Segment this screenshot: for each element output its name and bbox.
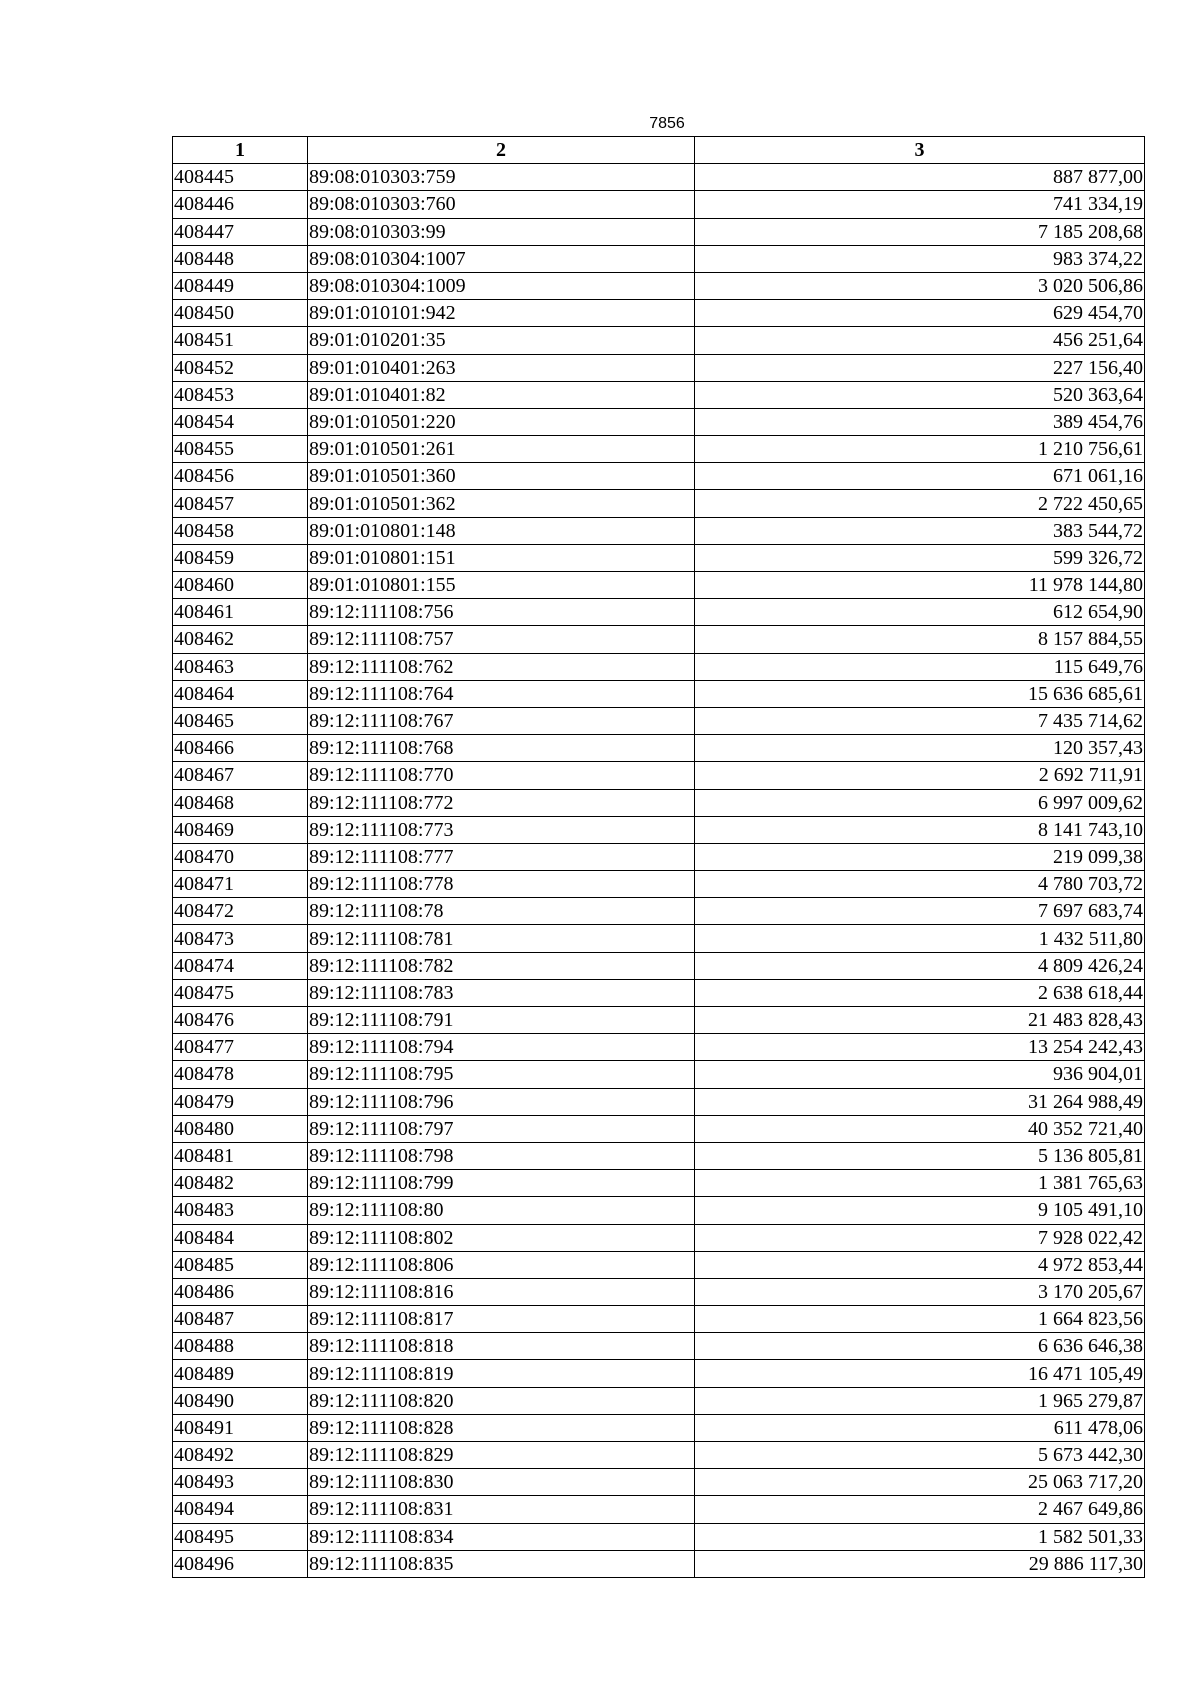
table-row bbox=[173, 218, 1145, 245]
cadastral-number-cell: 89:12:111108:816 bbox=[308, 1278, 695, 1305]
table-row bbox=[173, 490, 1145, 517]
cadastral-number-cell: 89:12:111108:757 bbox=[308, 626, 695, 653]
cadastral-number-cell: 89:12:111108:78 bbox=[308, 898, 695, 925]
cadastral-number-cell: 89:12:111108:762 bbox=[308, 653, 695, 680]
table-row bbox=[173, 517, 1145, 544]
row-number-cell: 408475 bbox=[173, 979, 308, 1006]
cadastral-number-cell: 89:12:111108:773 bbox=[308, 816, 695, 843]
table-row bbox=[173, 300, 1145, 327]
value-cell: 3 020 506,86 bbox=[695, 272, 1145, 299]
cadastral-number-cell: 89:12:111108:806 bbox=[308, 1251, 695, 1278]
value-cell: 40 352 721,40 bbox=[695, 1115, 1145, 1142]
value-cell: 15 636 685,61 bbox=[695, 680, 1145, 707]
value-cell: 887 877,00 bbox=[695, 164, 1145, 191]
cadastral-number-cell: 89:12:111108:817 bbox=[308, 1306, 695, 1333]
value-cell: 16 471 105,49 bbox=[695, 1360, 1145, 1387]
table-row bbox=[173, 1414, 1145, 1441]
cadastral-number-cell: 89:01:010501:220 bbox=[308, 408, 695, 435]
value-cell: 120 357,43 bbox=[695, 735, 1145, 762]
table-row bbox=[173, 1197, 1145, 1224]
table-row bbox=[173, 789, 1145, 816]
table-row bbox=[173, 381, 1145, 408]
table-row bbox=[173, 707, 1145, 734]
row-number-cell: 408491 bbox=[173, 1414, 308, 1441]
row-number-cell: 408494 bbox=[173, 1496, 308, 1523]
cadastral-number-cell: 89:12:111108:80 bbox=[308, 1197, 695, 1224]
row-number-cell: 408455 bbox=[173, 436, 308, 463]
row-number-cell: 408469 bbox=[173, 816, 308, 843]
value-cell: 1 381 765,63 bbox=[695, 1170, 1145, 1197]
cadastral-number-cell: 89:01:010101:942 bbox=[308, 300, 695, 327]
value-cell: 6 636 646,38 bbox=[695, 1333, 1145, 1360]
table-row bbox=[173, 1496, 1145, 1523]
value-cell: 983 374,22 bbox=[695, 245, 1145, 272]
table-row bbox=[173, 1278, 1145, 1305]
table-body bbox=[173, 164, 1145, 1578]
cadastral-number-cell: 89:12:111108:796 bbox=[308, 1088, 695, 1115]
table-row bbox=[173, 1007, 1145, 1034]
row-number-cell: 408449 bbox=[173, 272, 308, 299]
value-cell: 115 649,76 bbox=[695, 653, 1145, 680]
row-number-cell: 408454 bbox=[173, 408, 308, 435]
value-cell: 2 722 450,65 bbox=[695, 490, 1145, 517]
table-row bbox=[173, 272, 1145, 299]
cadastral-number-cell: 89:01:010801:148 bbox=[308, 517, 695, 544]
value-cell: 383 544,72 bbox=[695, 517, 1145, 544]
value-cell: 227 156,40 bbox=[695, 354, 1145, 381]
row-number-cell: 408480 bbox=[173, 1115, 308, 1142]
row-number-cell: 408467 bbox=[173, 762, 308, 789]
value-cell: 520 363,64 bbox=[695, 381, 1145, 408]
row-number-cell: 408464 bbox=[173, 680, 308, 707]
table-row bbox=[173, 463, 1145, 490]
table-row bbox=[173, 1469, 1145, 1496]
column-header-3: 3 bbox=[695, 137, 1145, 164]
cadastral-number-cell: 89:12:111108:782 bbox=[308, 952, 695, 979]
value-cell: 5 136 805,81 bbox=[695, 1142, 1145, 1169]
value-cell: 2 638 618,44 bbox=[695, 979, 1145, 1006]
table-row bbox=[173, 680, 1145, 707]
value-cell: 741 334,19 bbox=[695, 191, 1145, 218]
value-cell: 29 886 117,30 bbox=[695, 1550, 1145, 1577]
table-row bbox=[173, 599, 1145, 626]
value-cell: 31 264 988,49 bbox=[695, 1088, 1145, 1115]
cadastral-number-cell: 89:12:111108:802 bbox=[308, 1224, 695, 1251]
value-cell: 1 582 501,33 bbox=[695, 1523, 1145, 1550]
table-row bbox=[173, 626, 1145, 653]
value-cell: 1 432 511,80 bbox=[695, 925, 1145, 952]
value-cell: 5 673 442,30 bbox=[695, 1442, 1145, 1469]
table-row bbox=[173, 1061, 1145, 1088]
cadastral-number-cell: 89:12:111108:778 bbox=[308, 871, 695, 898]
cadastral-number-cell: 89:12:111108:767 bbox=[308, 707, 695, 734]
cadastral-number-cell: 89:12:111108:772 bbox=[308, 789, 695, 816]
row-number-cell: 408492 bbox=[173, 1442, 308, 1469]
table-row bbox=[173, 1142, 1145, 1169]
value-cell: 599 326,72 bbox=[695, 544, 1145, 571]
value-cell: 3 170 205,67 bbox=[695, 1278, 1145, 1305]
row-number-cell: 408471 bbox=[173, 871, 308, 898]
cadastral-number-cell: 89:12:111108:830 bbox=[308, 1469, 695, 1496]
cadastral-number-cell: 89:08:010303:760 bbox=[308, 191, 695, 218]
cadastral-number-cell: 89:12:111108:795 bbox=[308, 1061, 695, 1088]
cadastral-number-cell: 89:08:010304:1009 bbox=[308, 272, 695, 299]
row-number-cell: 408470 bbox=[173, 843, 308, 870]
table-row bbox=[173, 735, 1145, 762]
row-number-cell: 408481 bbox=[173, 1142, 308, 1169]
table-row bbox=[173, 898, 1145, 925]
row-number-cell: 408459 bbox=[173, 544, 308, 571]
table-row bbox=[173, 1387, 1145, 1414]
row-number-cell: 408486 bbox=[173, 1278, 308, 1305]
value-cell: 611 478,06 bbox=[695, 1414, 1145, 1441]
table-row bbox=[173, 327, 1145, 354]
table-row bbox=[173, 1251, 1145, 1278]
table-row bbox=[173, 1523, 1145, 1550]
value-cell: 11 978 144,80 bbox=[695, 572, 1145, 599]
row-number-cell: 408453 bbox=[173, 381, 308, 408]
row-number-cell: 408447 bbox=[173, 218, 308, 245]
cadastral-number-cell: 89:08:010303:759 bbox=[308, 164, 695, 191]
value-cell: 7 697 683,74 bbox=[695, 898, 1145, 925]
cadastral-number-cell: 89:12:111108:819 bbox=[308, 1360, 695, 1387]
cadastral-number-cell: 89:12:111108:770 bbox=[308, 762, 695, 789]
row-number-cell: 408465 bbox=[173, 707, 308, 734]
row-number-cell: 408460 bbox=[173, 572, 308, 599]
row-number-cell: 408472 bbox=[173, 898, 308, 925]
row-number-cell: 408482 bbox=[173, 1170, 308, 1197]
row-number-cell: 408450 bbox=[173, 300, 308, 327]
row-number-cell: 408451 bbox=[173, 327, 308, 354]
row-number-cell: 408488 bbox=[173, 1333, 308, 1360]
cadastral-number-cell: 89:12:111108:829 bbox=[308, 1442, 695, 1469]
row-number-cell: 408495 bbox=[173, 1523, 308, 1550]
table-row bbox=[173, 544, 1145, 571]
table-row bbox=[173, 925, 1145, 952]
table-row bbox=[173, 871, 1145, 898]
value-cell: 8 157 884,55 bbox=[695, 626, 1145, 653]
row-number-cell: 408473 bbox=[173, 925, 308, 952]
cadastral-number-cell: 89:12:111108:820 bbox=[308, 1387, 695, 1414]
cadastral-number-cell: 89:08:010303:99 bbox=[308, 218, 695, 245]
table-row bbox=[173, 1333, 1145, 1360]
page-number: 7856 bbox=[649, 115, 685, 132]
table-header bbox=[173, 137, 1145, 164]
cadastral-number-cell: 89:01:010801:155 bbox=[308, 572, 695, 599]
value-cell: 1 664 823,56 bbox=[695, 1306, 1145, 1333]
value-cell: 13 254 242,43 bbox=[695, 1034, 1145, 1061]
cadastral-number-cell: 89:01:010501:261 bbox=[308, 436, 695, 463]
value-cell: 1 210 756,61 bbox=[695, 436, 1145, 463]
table-row bbox=[173, 1442, 1145, 1469]
value-cell: 389 454,76 bbox=[695, 408, 1145, 435]
table-row bbox=[173, 164, 1145, 191]
table-row bbox=[173, 1170, 1145, 1197]
table-row bbox=[173, 1306, 1145, 1333]
cadastral-number-cell: 89:01:010501:360 bbox=[308, 463, 695, 490]
cadastral-number-cell: 89:12:111108:835 bbox=[308, 1550, 695, 1577]
value-cell: 936 904,01 bbox=[695, 1061, 1145, 1088]
table-row bbox=[173, 436, 1145, 463]
cadastral-number-cell: 89:12:111108:834 bbox=[308, 1523, 695, 1550]
cadastral-number-cell: 89:12:111108:828 bbox=[308, 1414, 695, 1441]
table-row bbox=[173, 843, 1145, 870]
table-row bbox=[173, 1224, 1145, 1251]
table-row bbox=[173, 979, 1145, 1006]
cadastral-number-cell: 89:01:010401:263 bbox=[308, 354, 695, 381]
cadastral-number-cell: 89:12:111108:818 bbox=[308, 1333, 695, 1360]
row-number-cell: 408483 bbox=[173, 1197, 308, 1224]
cadastral-value-table bbox=[172, 136, 1145, 1578]
row-number-cell: 408477 bbox=[173, 1034, 308, 1061]
cadastral-number-cell: 89:12:111108:794 bbox=[308, 1034, 695, 1061]
cadastral-number-cell: 89:08:010304:1007 bbox=[308, 245, 695, 272]
column-header-1: 1 bbox=[173, 137, 308, 164]
row-number-cell: 408479 bbox=[173, 1088, 308, 1115]
value-cell: 2 692 711,91 bbox=[695, 762, 1145, 789]
cadastral-number-cell: 89:01:010801:151 bbox=[308, 544, 695, 571]
table-row bbox=[173, 1034, 1145, 1061]
value-cell: 612 654,90 bbox=[695, 599, 1145, 626]
value-cell: 6 997 009,62 bbox=[695, 789, 1145, 816]
value-cell: 7 185 208,68 bbox=[695, 218, 1145, 245]
value-cell: 671 061,16 bbox=[695, 463, 1145, 490]
value-cell: 4 780 703,72 bbox=[695, 871, 1145, 898]
table-row bbox=[173, 1360, 1145, 1387]
row-number-cell: 408456 bbox=[173, 463, 308, 490]
row-number-cell: 408452 bbox=[173, 354, 308, 381]
value-cell: 7 435 714,62 bbox=[695, 707, 1145, 734]
row-number-cell: 408461 bbox=[173, 599, 308, 626]
value-cell: 25 063 717,20 bbox=[695, 1469, 1145, 1496]
cadastral-number-cell: 89:01:010201:35 bbox=[308, 327, 695, 354]
table-row bbox=[173, 191, 1145, 218]
row-number-cell: 408484 bbox=[173, 1224, 308, 1251]
row-number-cell: 408478 bbox=[173, 1061, 308, 1088]
value-cell: 7 928 022,42 bbox=[695, 1224, 1145, 1251]
table-row bbox=[173, 354, 1145, 381]
cadastral-number-cell: 89:12:111108:781 bbox=[308, 925, 695, 952]
value-cell: 219 099,38 bbox=[695, 843, 1145, 870]
cadastral-number-cell: 89:12:111108:764 bbox=[308, 680, 695, 707]
table-row bbox=[173, 1115, 1145, 1142]
cadastral-number-cell: 89:12:111108:756 bbox=[308, 599, 695, 626]
cadastral-number-cell: 89:12:111108:768 bbox=[308, 735, 695, 762]
cadastral-number-cell: 89:12:111108:783 bbox=[308, 979, 695, 1006]
cadastral-number-cell: 89:12:111108:799 bbox=[308, 1170, 695, 1197]
table-row bbox=[173, 653, 1145, 680]
header-row bbox=[173, 137, 1145, 164]
cadastral-number-cell: 89:12:111108:798 bbox=[308, 1142, 695, 1169]
row-number-cell: 408476 bbox=[173, 1007, 308, 1034]
table-row bbox=[173, 762, 1145, 789]
row-number-cell: 408448 bbox=[173, 245, 308, 272]
row-number-cell: 408468 bbox=[173, 789, 308, 816]
table-row bbox=[173, 1550, 1145, 1577]
cadastral-number-cell: 89:01:010401:82 bbox=[308, 381, 695, 408]
value-cell: 21 483 828,43 bbox=[695, 1007, 1145, 1034]
value-cell: 9 105 491,10 bbox=[695, 1197, 1145, 1224]
table-row bbox=[173, 245, 1145, 272]
row-number-cell: 408490 bbox=[173, 1387, 308, 1414]
value-cell: 1 965 279,87 bbox=[695, 1387, 1145, 1414]
row-number-cell: 408493 bbox=[173, 1469, 308, 1496]
column-header-2: 2 bbox=[308, 137, 695, 164]
table-row bbox=[173, 1088, 1145, 1115]
row-number-cell: 408458 bbox=[173, 517, 308, 544]
cadastral-number-cell: 89:12:111108:791 bbox=[308, 1007, 695, 1034]
row-number-cell: 408445 bbox=[173, 164, 308, 191]
value-cell: 4 972 853,44 bbox=[695, 1251, 1145, 1278]
cadastral-number-cell: 89:01:010501:362 bbox=[308, 490, 695, 517]
row-number-cell: 408463 bbox=[173, 653, 308, 680]
value-cell: 2 467 649,86 bbox=[695, 1496, 1145, 1523]
row-number-cell: 408457 bbox=[173, 490, 308, 517]
row-number-cell: 408462 bbox=[173, 626, 308, 653]
row-number-cell: 408485 bbox=[173, 1251, 308, 1278]
row-number-cell: 408474 bbox=[173, 952, 308, 979]
table-row bbox=[173, 816, 1145, 843]
table-row bbox=[173, 952, 1145, 979]
cadastral-number-cell: 89:12:111108:777 bbox=[308, 843, 695, 870]
row-number-cell: 408446 bbox=[173, 191, 308, 218]
table-row bbox=[173, 408, 1145, 435]
row-number-cell: 408496 bbox=[173, 1550, 308, 1577]
table-row bbox=[173, 572, 1145, 599]
row-number-cell: 408489 bbox=[173, 1360, 308, 1387]
row-number-cell: 408487 bbox=[173, 1306, 308, 1333]
cadastral-number-cell: 89:12:111108:797 bbox=[308, 1115, 695, 1142]
value-cell: 456 251,64 bbox=[695, 327, 1145, 354]
row-number-cell: 408466 bbox=[173, 735, 308, 762]
value-cell: 8 141 743,10 bbox=[695, 816, 1145, 843]
cadastral-number-cell: 89:12:111108:831 bbox=[308, 1496, 695, 1523]
value-cell: 4 809 426,24 bbox=[695, 952, 1145, 979]
value-cell: 629 454,70 bbox=[695, 300, 1145, 327]
